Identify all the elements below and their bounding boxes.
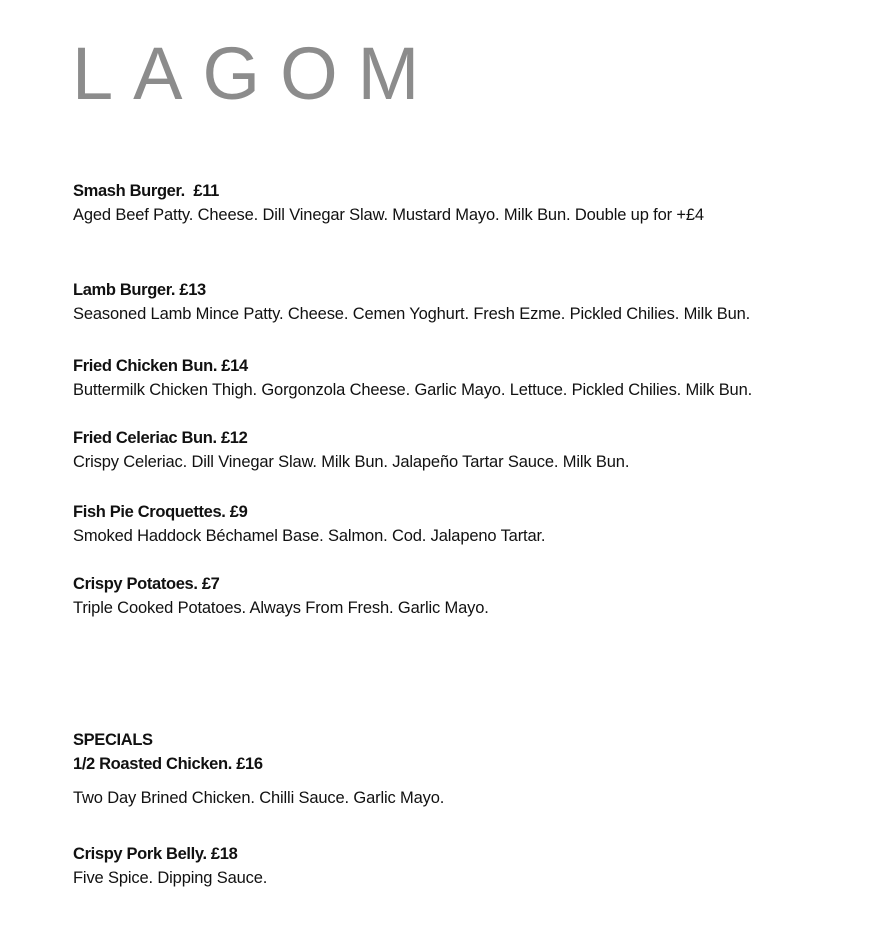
menu-item-fish-pie-croquettes [73,500,863,548]
item-description: Aged Beef Patty. Cheese. Dill Vinegar Slaw. Mustard Mayo. Milk Bun. Double up for +£4 [73,206,704,224]
menu-item-crispy-potatoes [73,572,863,620]
special-item-crispy-pork-belly [73,842,863,890]
item-title: 1/2 Roasted Chicken. £16 [73,755,263,773]
item-description: Two Day Brined Chicken. Chilli Sauce. Garlic Mayo. [73,789,445,807]
item-description: Smoked Haddock Béchamel Base. Salmon. Cod. Jalapeno Tartar. [73,527,546,545]
item-title: Lamb Burger. £13 [73,281,206,299]
item-description: Triple Cooked Potatoes. Always From Fresh. Garlic Mayo. [73,599,489,617]
item-description: Crispy Celeriac. Dill Vinegar Slaw. Milk Bun. Jalapeño Tartar Sauce. Milk Bun. [73,453,630,471]
brand-logo [72,32,440,115]
special-item-roasted-chicken [73,752,863,810]
item-description: Buttermilk Chicken Thigh. Gorgonzola Cheese. Garlic Mayo. Lettuce. Pickled Chilies. Milk Bun. [73,381,753,399]
brand-name: LAGOM [72,32,440,115]
menu-item-fried-chicken-bun [73,354,863,402]
item-title: Smash Burger. £11 [73,182,219,200]
menu-item-smash-burger [73,179,713,227]
item-title: Fried Chicken Bun. £14 [73,357,248,375]
item-title: Fried Celeriac Bun. £12 [73,429,248,447]
item-title: Fish Pie Croquettes. £9 [73,503,248,521]
menu-item-lamb-burger [73,278,863,326]
specials-heading: SPECIALS [73,731,153,749]
item-description: Seasoned Lamb Mince Patty. Cheese. Cemen Yoghurt. Fresh Ezme. Pickled Chilies. Milk Bun. [73,305,751,323]
menu-item-fried-celeriac-bun [73,426,863,474]
item-title: Crispy Pork Belly. £18 [73,845,238,863]
item-description: Five Spice. Dipping Sauce. [73,869,268,887]
item-title: Crispy Potatoes. £7 [73,575,220,593]
